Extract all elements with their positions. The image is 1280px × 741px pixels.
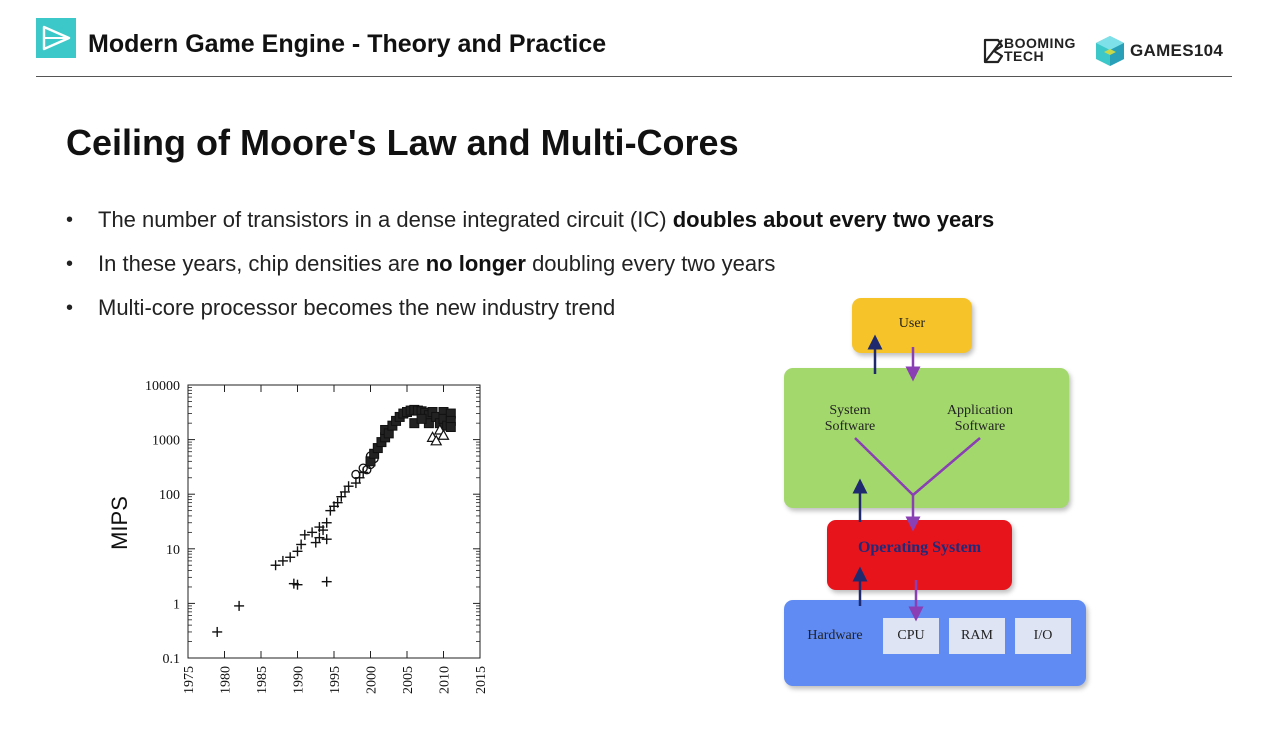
os-layer-diagram: [770, 290, 1100, 700]
bullet-emphasis: no longer: [425, 251, 526, 276]
y-tick-label: 0.1: [162, 652, 180, 667]
data-point-plus: [212, 627, 222, 637]
data-point-square: [446, 423, 455, 432]
bullet-item: [66, 198, 994, 242]
ram-chip: RAM: [949, 618, 1005, 654]
diagram-arrows: [770, 290, 1100, 700]
y-tick-label: 100: [159, 488, 180, 504]
x-tick-label: 1995: [328, 666, 343, 694]
x-tick-label: 1975: [182, 666, 197, 694]
games104-logo: GAMES104: [1130, 41, 1224, 60]
system-software-label: System Software: [824, 403, 876, 434]
x-tick-label: 1990: [291, 666, 307, 694]
data-point-square: [417, 414, 426, 423]
x-tick-label: 2015: [474, 666, 489, 694]
bullet-text: Multi-core processor becomes the new industry trend: [98, 295, 616, 320]
x-tick-label: 1985: [255, 666, 270, 694]
operating-system-label: Operating System: [857, 539, 982, 556]
bullet-item: [66, 242, 994, 286]
application-software-label: Application Software: [946, 403, 1014, 434]
y-tick-label: 10: [166, 542, 180, 558]
x-tick-label: 2000: [364, 666, 380, 694]
slide-title: Ceiling of Moore's Law and Multi-Cores: [66, 122, 739, 163]
booming-line2: TECH: [1004, 48, 1045, 64]
user-label: User: [898, 316, 926, 331]
data-point-plus: [271, 560, 281, 570]
course-title: Modern Game Engine - Theory and Practice: [88, 30, 607, 58]
booming-tech-logo: [1004, 37, 1076, 63]
io-chip: I/O: [1015, 618, 1071, 654]
x-tick-label: 1980: [218, 666, 234, 694]
booming-line1: BOOMING: [1004, 35, 1076, 51]
y-tick-label: 10000: [145, 379, 180, 394]
cpu-chip: CPU: [883, 618, 939, 654]
play-triangle-icon: [36, 18, 76, 58]
data-point-plus: [234, 601, 244, 611]
mips-scatter-chart: [100, 368, 510, 713]
data-point-plus: [300, 530, 310, 540]
arrow-branch-right: [913, 438, 980, 495]
x-tick-label: 2005: [401, 666, 416, 694]
y-tick-label: 1000: [152, 433, 180, 449]
data-point-plus: [322, 577, 332, 587]
data-point-plus: [322, 534, 332, 544]
slide-header: [0, 0, 1280, 80]
x-tick-label: 2010: [437, 666, 453, 694]
games-cube-icon: [1094, 34, 1126, 68]
bullet-text: In these years, chip densities are: [98, 251, 426, 276]
y-axis-label: MIPS: [107, 496, 132, 550]
data-point-plus: [307, 527, 317, 537]
hardware-label: Hardware: [807, 628, 863, 643]
y-tick-label: 1: [173, 597, 180, 613]
bullet-emphasis: doubles about every two years: [672, 207, 995, 232]
header-divider: [36, 76, 1232, 77]
bullet-text-tail: doubling every two years: [525, 251, 776, 276]
arrow-branch-left: [855, 438, 913, 495]
bullet-text: The number of transistors in a dense integrated circuit (IC): [98, 207, 673, 232]
